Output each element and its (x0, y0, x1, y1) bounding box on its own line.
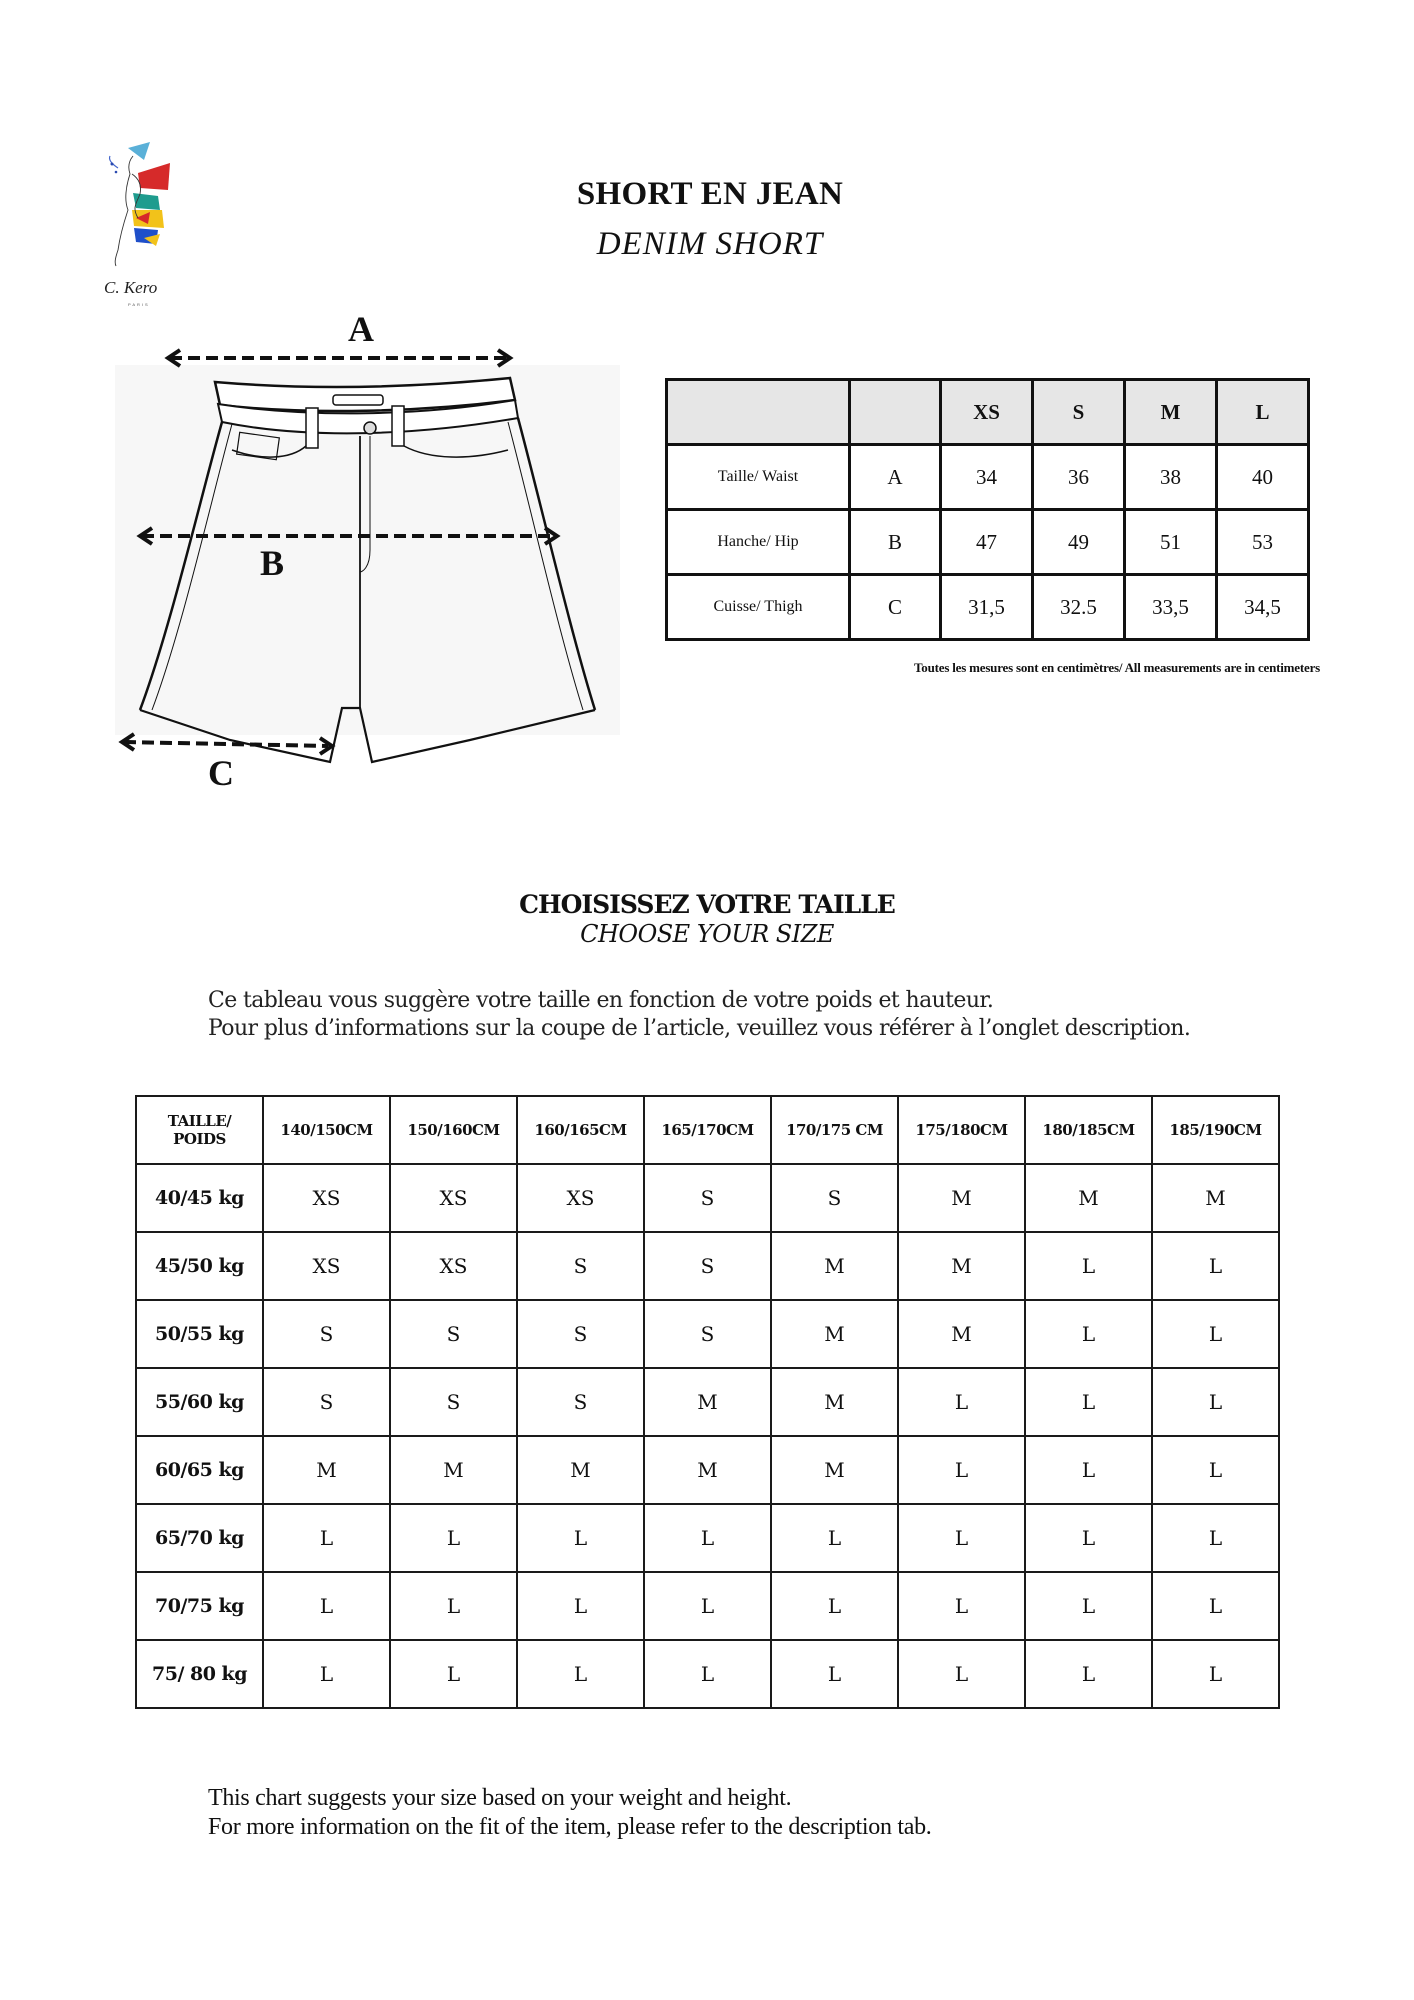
label-b-hip: B (260, 543, 285, 583)
size-cell: L (898, 1572, 1025, 1640)
measurements-row-waist (667, 445, 1309, 510)
size-cell: M (1025, 1164, 1152, 1232)
size-cell: L (1152, 1504, 1279, 1572)
header-size-xs: XS (941, 380, 1033, 445)
weight-row (136, 1164, 1279, 1232)
height-header: 185/190CM (1152, 1096, 1279, 1164)
height-header: 165/170CM (644, 1096, 771, 1164)
size-cell: L (517, 1504, 644, 1572)
size-cell: S (644, 1300, 771, 1368)
size-cell: L (898, 1640, 1025, 1708)
height-header: 160/165CM (517, 1096, 644, 1164)
weight-label: 45/50 kg (136, 1232, 263, 1300)
cell-value: 53 (1217, 510, 1309, 575)
size-cell: S (390, 1300, 517, 1368)
cell-value: 47 (941, 510, 1033, 575)
size-cell: M (644, 1368, 771, 1436)
row-code: C (850, 575, 941, 640)
size-cell: M (898, 1232, 1025, 1300)
weight-label: 60/65 kg (136, 1436, 263, 1504)
size-cell: L (1152, 1232, 1279, 1300)
size-cell: L (517, 1640, 644, 1708)
size-cell: S (263, 1300, 390, 1368)
row-label: Taille/ Waist (667, 445, 850, 510)
height-header: 180/185CM (1025, 1096, 1152, 1164)
row-code: B (850, 510, 941, 575)
corner-label-line: TAILLE/ (167, 1112, 232, 1130)
measurements-row-thigh (667, 575, 1309, 640)
size-cell: L (1152, 1436, 1279, 1504)
row-code: A (850, 445, 941, 510)
weight-label: 70/75 kg (136, 1572, 263, 1640)
row-label: Cuisse/ Thigh (667, 575, 850, 640)
size-cell: M (771, 1436, 898, 1504)
weight-row (136, 1232, 1279, 1300)
height-header: 140/150CM (263, 1096, 390, 1164)
size-cell: S (771, 1164, 898, 1232)
size-cell: M (771, 1300, 898, 1368)
size-cell: L (1152, 1640, 1279, 1708)
intro-text-line: Pour plus d’informations sur la coupe de l’article, veuillez vous référer à l’onglet description. (208, 1016, 1191, 1041)
size-cell: L (1025, 1232, 1152, 1300)
size-cell: XS (263, 1232, 390, 1300)
size-cell: L (898, 1504, 1025, 1572)
size-cell: L (644, 1640, 771, 1708)
size-cell: L (390, 1572, 517, 1640)
cell-value: 34,5 (1217, 575, 1309, 640)
size-cell: L (1152, 1572, 1279, 1640)
weight-row (136, 1300, 1279, 1368)
dancer-figure-logo-icon (98, 138, 188, 313)
size-cell: XS (390, 1232, 517, 1300)
size-cell: L (1152, 1368, 1279, 1436)
size-cell: L (1025, 1300, 1152, 1368)
label-c-thigh: C (208, 753, 234, 793)
denim-shorts-sketch-icon (110, 300, 630, 800)
cell-value: 40 (1217, 445, 1309, 510)
measurements-unit-note: Toutes les mesures sont en centimètres/ All measurements are in centimeters (914, 660, 1320, 675)
size-cell: M (898, 1164, 1025, 1232)
size-recommendation-table (135, 1095, 1280, 1709)
header-cell (667, 380, 850, 445)
size-cell: S (263, 1368, 390, 1436)
header-size-s: S (1033, 380, 1125, 445)
cell-value: 51 (1125, 510, 1217, 575)
cell-value: 49 (1033, 510, 1125, 575)
measurements-row-hip (667, 510, 1309, 575)
weight-row (136, 1504, 1279, 1572)
size-cell: L (644, 1572, 771, 1640)
row-label: Hanche/ Hip (667, 510, 850, 575)
weight-label: 40/45 kg (136, 1164, 263, 1232)
size-cell: S (644, 1232, 771, 1300)
weight-label: 65/70 kg (136, 1504, 263, 1572)
section-subtitle: CHOOSE YOUR SIZE (580, 920, 834, 948)
label-a-waist: A (348, 309, 374, 349)
size-cell: L (517, 1572, 644, 1640)
size-cell: L (771, 1572, 898, 1640)
size-cell: L (771, 1640, 898, 1708)
size-cell: L (1025, 1572, 1152, 1640)
shorts-measurement-diagram (110, 300, 630, 800)
size-cell: L (898, 1436, 1025, 1504)
page-subtitle: DENIM SHORT (596, 226, 824, 262)
size-cell: L (390, 1504, 517, 1572)
cell-value: 33,5 (1125, 575, 1217, 640)
size-cell: L (263, 1640, 390, 1708)
size-cell: XS (390, 1164, 517, 1232)
size-cell: M (390, 1436, 517, 1504)
weight-row (136, 1368, 1279, 1436)
svg-text:C. Kero: C. Kero (104, 278, 158, 297)
cell-value: 38 (1125, 445, 1217, 510)
size-cell: L (263, 1504, 390, 1572)
footer-text-line: For more information on the fit of the item, please refer to the description tab. (208, 1814, 932, 1840)
size-cell: L (1025, 1436, 1152, 1504)
height-header: 150/160CM (390, 1096, 517, 1164)
weight-row (136, 1436, 1279, 1504)
corner-label-line: POIDS (173, 1130, 226, 1148)
height-header: 175/180CM (898, 1096, 1025, 1164)
size-cell: L (1025, 1640, 1152, 1708)
size-cell: S (517, 1368, 644, 1436)
svg-text:PARIS: PARIS (128, 302, 150, 307)
size-cell: S (644, 1164, 771, 1232)
header-size-l: L (1217, 380, 1309, 445)
size-cell: L (1152, 1300, 1279, 1368)
size-cell: M (771, 1232, 898, 1300)
size-cell: XS (263, 1164, 390, 1232)
header-cell (850, 380, 941, 445)
size-cell: L (644, 1504, 771, 1572)
size-cell: L (771, 1504, 898, 1572)
height-header-row (136, 1096, 1279, 1164)
weight-row (136, 1640, 1279, 1708)
size-cell: M (644, 1436, 771, 1504)
size-cell: L (898, 1368, 1025, 1436)
footer-text-line: This chart suggests your size based on your weight and height. (208, 1785, 792, 1811)
size-cell: M (1152, 1164, 1279, 1232)
size-cell: L (390, 1640, 517, 1708)
corner-header (136, 1096, 263, 1164)
intro-text-line: Ce tableau vous suggère votre taille en fonction de votre poids et hauteur. (208, 988, 994, 1013)
section-title: CHOISISSEZ VOTRE TAILLE (519, 890, 895, 919)
size-cell: M (898, 1300, 1025, 1368)
weight-label: 55/60 kg (136, 1368, 263, 1436)
weight-label: 50/55 kg (136, 1300, 263, 1368)
size-cell: S (517, 1300, 644, 1368)
size-cell: L (1025, 1504, 1152, 1572)
size-cell: M (263, 1436, 390, 1504)
size-cell: S (517, 1232, 644, 1300)
page-title: SHORT EN JEAN (576, 176, 844, 212)
size-cell: M (517, 1436, 644, 1504)
weight-label: 75/ 80 kg (136, 1640, 263, 1708)
size-cell: L (1025, 1368, 1152, 1436)
header-size-m: M (1125, 380, 1217, 445)
height-header: 170/175 CM (771, 1096, 898, 1164)
size-cell: L (263, 1572, 390, 1640)
size-cell: XS (517, 1164, 644, 1232)
cell-value: 34 (941, 445, 1033, 510)
cell-value: 31,5 (941, 575, 1033, 640)
measurements-header-row (667, 380, 1309, 445)
cell-value: 36 (1033, 445, 1125, 510)
size-cell: S (390, 1368, 517, 1436)
cell-value: 32.5 (1033, 575, 1125, 640)
brand-logo (98, 138, 188, 313)
measurements-table (665, 378, 1310, 641)
weight-row (136, 1572, 1279, 1640)
size-cell: M (771, 1368, 898, 1436)
